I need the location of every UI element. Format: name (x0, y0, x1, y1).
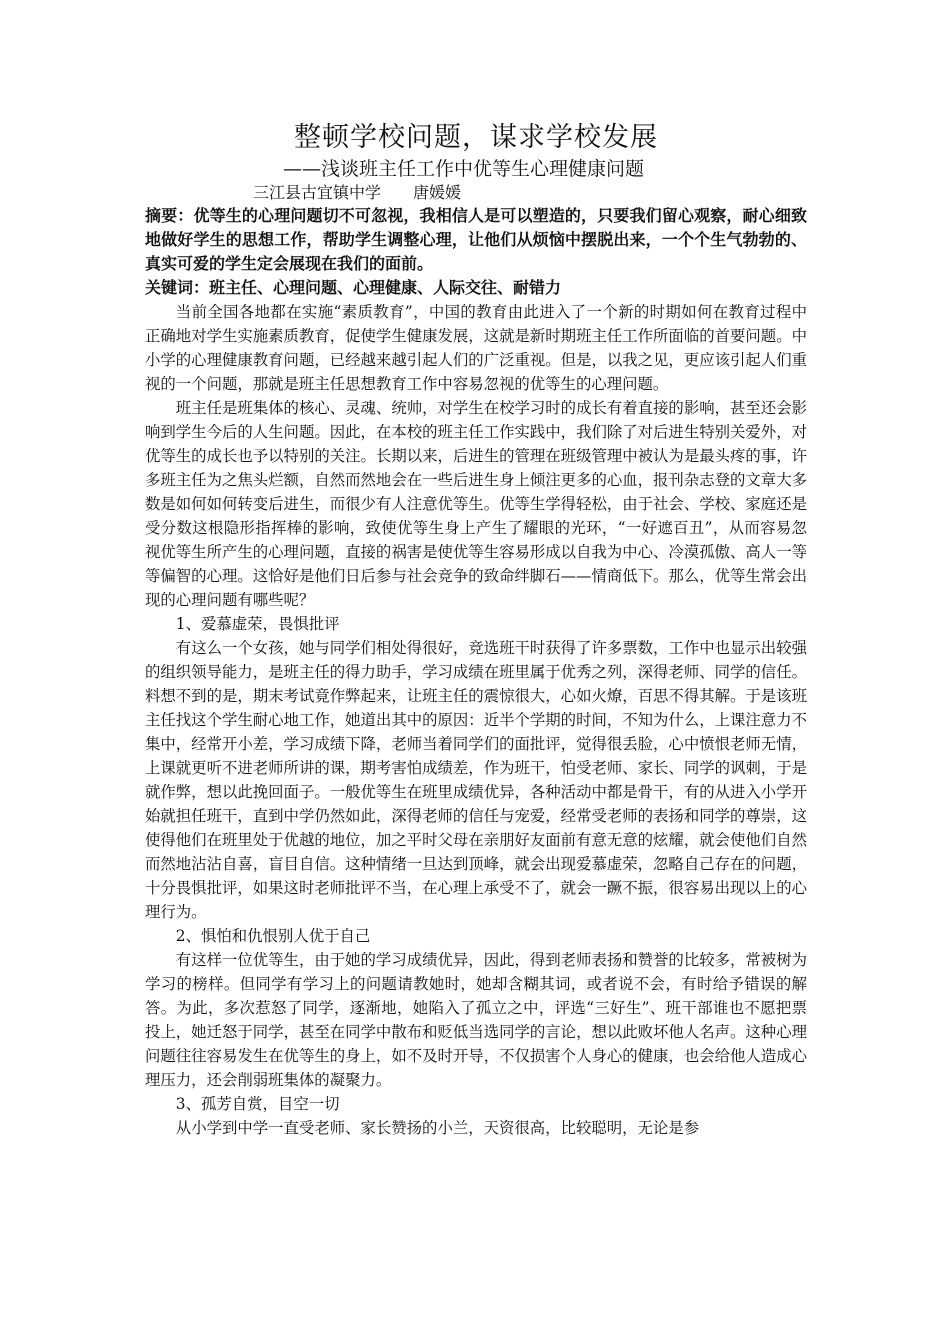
document-title: 整顿学校问题，谋求学校发展 (294, 122, 658, 153)
section-body-1: 有这么一个女孩，她与同学们相处得很好，竞选班干时获得了许多票数，工作中也显示出较强的组织领导能力，是班主任的得力助手，学习成绩在班里属于优秀之列，深得老师、同学的信任。料想不到的是，期末考试竟作弊起来，让班主任的震惊很大，心如火燎，百思不得其解。于是该班主任找这个学生耐心地工作，她道出其中的原因：近半个学期的时间，不知为什么，上课注意力不集中，经常开小差，学习成绩下降，老师当着同学们的面批评，觉得很丢脸，心中愤恨老师无情，上课就更听不进老师所讲的课，期考害怕成绩差，作为班干，怕受老师、家长、同学的讽刺，于是就作弊，想以此挽回面子。一般优等生在班里成绩优异，各种活动中都是骨干，有的从进入小学开始就担任班干，直到中学仍然如此，深得老师的信任与宠爱，经常受老师的表扬和同学的尊崇，这使得他们在班里处于优越的地位，加之平时父母在亲朋好友面前有意无意的炫耀，就会使他们自然而然地沾沾自喜，盲目自信。这种情绪一旦达到顶峰，就会出现爱慕虚荣，忽略自己存在的问题，十分畏惧批评，如果这时老师批评不当，在心理上承受不了，就会一蹶不振，很容易出现以上的心理行为。 (145, 639, 807, 921)
section-body-2: 有这样一位优等生，由于她的学习成绩优异，因此，得到老师表扬和赞誉的比较多，常被树为学习的榜样。但同学有学习上的问题请教她时，她却含糊其词，或者说不会，有时给予错误的解答。为此，多次惹怒了同学，逐渐地，她陷入了孤立之中，评选“三好生”、班干部谁也不愿把票投上，她迁怒于同学，甚至在同学中散布和贬低当选同学的言论，想以此败坏他人名声。这种心理问题往往容易发生在优等生的身上，如不及时开导，不仅损害个人身心的健康，也会给他人造成心理压力，还会削弱班集体的凝聚力。 (145, 951, 807, 1089)
paragraph-role: 班主任是班集体的核心、灵魂、统帅，对学生在校学习时的成长有着直接的影响，甚至还会影响到学生今后的人生问题。因此，在本校的班主任工作实践中，我们除了对后进生特别关爱外，对优等生的成长也予以特别的关注。长期以来，后进生的管理在班级管理中被认为是最头疼的事，许多班主任为之焦头烂额，自然而然地会在一些后进生身上倾注更多的心血，报刊杂志登的文章大多数是如何如何转变后进生，而很少有人注意优等生。优等生学得轻松，由于社会、学校、家庭还是受分数这根隐形指挥棒的影响，致使优等生身上产生了耀眼的光环，“一好遮百丑”，从而容易忽视优等生所产生的心理问题，直接的祸害是使优等生容易形成以自我为中心、冷漠孤傲、高人一等等偏智的心理。这恰好是他们日后参与社会竞争的致命绊脚石——情商低下。那么，优等生常会出现的心理问题有哪些呢？ (145, 399, 807, 609)
keywords: 关键词：班主任、心理问题、心理健康、人际交往、耐错力 (145, 278, 562, 297)
document-subtitle: ——浅谈班主任工作中优等生心理健康问题 (283, 158, 645, 180)
section-heading-2: 2、惧怕和仇恨别人优于自己 (175, 927, 371, 945)
abstract: 摘要：优等生的心理问题切不可忽视，我相信人是可以塑造的，只要我们留心观察，耐心细致地做好学生的思想工作，帮助学生调整心理，让他们从烦恼中摆脱出来，一个个生气勃勃的、真实可爱的学生定会展现在我们的面前。 (145, 206, 807, 273)
author-line: 三江县古宜镇中学 唐媛媛 (253, 183, 462, 202)
paragraph-intro: 当前全国各地都在实施“素质教育”，中国的教育由此进入了一个新的时期如何在教育过程中正确地对学生实施素质教育，促使学生健康发展，这就是新时期班主任工作所面临的首要问题。中小学的心理健康教育问题，已经越来越引起人们的广泛重视。但是，以我之见，更应该引起人们重视的一个问题，那就是班主任思想教育工作中容易忽视的优等生的心理问题。 (145, 303, 807, 393)
section-body-3: 从小学到中学一直受老师、家长赞扬的小兰，天资很高，比较聪明，无论是参 (175, 1119, 700, 1137)
section-heading-3: 3、孤芳自赏，目空一切 (175, 1095, 340, 1113)
section-heading-1: 1、爱慕虚荣，畏惧批评 (175, 615, 340, 633)
document-content (145, 120, 807, 1140)
